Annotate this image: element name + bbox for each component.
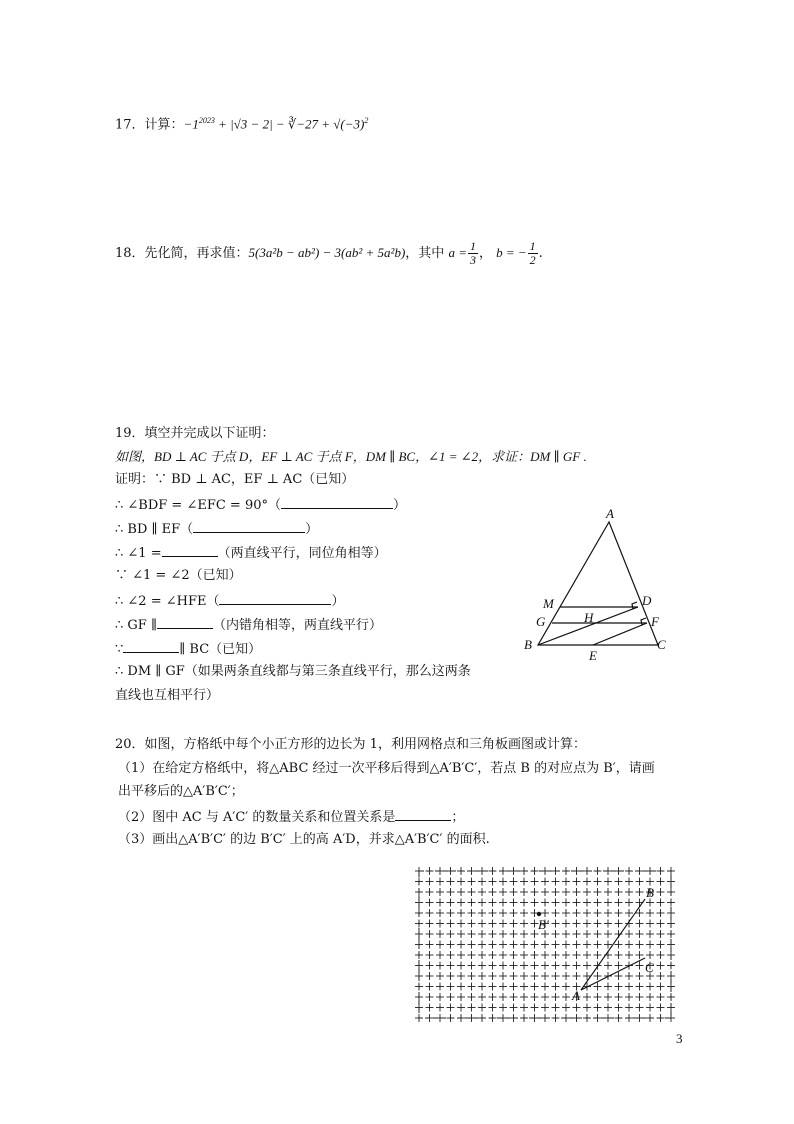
grid-label-c: C xyxy=(645,960,654,975)
q18-a-num: 1 xyxy=(469,239,476,253)
q19-line6 xyxy=(115,615,382,635)
label-b: B xyxy=(524,637,532,652)
q20-grid-figure xyxy=(410,866,678,1024)
q19-line5-pre: ∴ ∠2 = ∠HFE（ xyxy=(115,594,220,609)
q19-line1-post: ） xyxy=(393,498,407,513)
label-a: A xyxy=(606,508,614,521)
label-h: H xyxy=(584,610,594,625)
label-e: E xyxy=(589,648,597,663)
q19-line4: ∵ ∠1 = ∠2（已知） xyxy=(115,568,242,583)
grid-label-a: A xyxy=(572,988,580,1003)
q18-b-den: 2 xyxy=(529,253,536,267)
q19-line5-post: ） xyxy=(331,594,345,609)
segment-ac xyxy=(581,958,645,990)
q19-line2-pre: ∴ BD ∥ EF（ xyxy=(115,522,194,537)
q17-expr-part1: −1 xyxy=(183,116,199,132)
q20-part2-pre: （2）图中 AC 与 A′C′ 的数量关系和位置关系是 xyxy=(118,810,396,825)
q20-part1-a: （1）在给定方格纸中，将△ABC 经过一次平移后得到△A′B′C′，若点 B 的对应点为 B′，请画 xyxy=(118,761,655,776)
q18-end: . xyxy=(538,246,543,261)
q19-line1 xyxy=(115,495,406,515)
q19-blank-3[interactable] xyxy=(162,543,218,557)
label-f: F xyxy=(651,614,659,629)
q18-expr: 5(3a²b − ab²) − 3(ab² + 5a²b) xyxy=(248,245,406,260)
q19-blank-1[interactable] xyxy=(281,495,393,509)
label-c: C xyxy=(657,637,666,652)
q18-a-lhs: a = xyxy=(448,245,467,260)
q17-exp2: 2 xyxy=(364,116,369,125)
q18-a-den: 3 xyxy=(469,253,476,267)
q20-title: 20．如图，方格纸中每个小正方形的边长为 1，利用网格点和三角板画图或计算： xyxy=(115,737,586,752)
q18-b-lhs: b = − xyxy=(496,245,527,260)
label-g: G xyxy=(536,614,546,629)
q19-line3-post: （两直线平行，同位角相等） xyxy=(217,546,387,561)
q19-line1-pre: ∴ ∠BDF = ∠EFC = 90°（ xyxy=(115,498,281,513)
q19-line3-pre: ∴ ∠1 = xyxy=(115,546,162,561)
q17-label: 17．计算： xyxy=(115,117,184,133)
q19-blank-6[interactable] xyxy=(123,639,179,653)
q18 xyxy=(115,240,543,267)
label-d: D xyxy=(642,593,652,608)
q17-expr-part2: + |√3 − 2| − ∛−27 + √(−3) xyxy=(214,116,365,132)
q19-line8: ∴ DM ∥ GF（如果两条直线都与第三条直线平行，那么这两条 xyxy=(115,664,471,679)
q19-proof-start: 证明：∵ BD ⊥ AC，EF ⊥ AC（已知） xyxy=(115,472,355,487)
grid-label-b-prime: B′ xyxy=(538,917,549,932)
q17-exp1: 2023 xyxy=(198,116,215,125)
q18-b-fraction xyxy=(528,240,538,267)
q19-triangle-figure xyxy=(520,508,680,666)
label-m: M xyxy=(543,596,554,611)
grid-label-b: B xyxy=(646,885,654,900)
q19-line6-pre: ∴ GF ∥ xyxy=(115,618,157,633)
q20-blank[interactable] xyxy=(395,807,451,821)
q18-a-fraction xyxy=(468,240,478,267)
q19-line2 xyxy=(115,519,318,539)
q19-line2-post: ） xyxy=(305,522,319,537)
q19-line7 xyxy=(115,639,261,659)
q19-line6-post: （内错角相等，两直线平行） xyxy=(212,618,382,633)
q19-line9: 直线也互相平行） xyxy=(115,688,220,703)
q19-line7-post: ∥ BC（已知） xyxy=(179,642,262,657)
point-b-prime xyxy=(537,912,541,916)
q19-blank-5[interactable] xyxy=(157,615,213,629)
q19-line3 xyxy=(115,543,387,563)
page-number: 3 xyxy=(676,1031,683,1046)
q17 xyxy=(115,112,368,134)
q19-given: 如图，BD ⊥ AC 于点 D，EF ⊥ AC 于点 F，DM ∥ BC，∠1 = ∠2，求证：DM ∥ GF . xyxy=(115,449,587,464)
q19-blank-2[interactable] xyxy=(193,519,305,533)
q18-b-num: 1 xyxy=(529,239,536,253)
q19-blank-4[interactable] xyxy=(219,591,331,605)
q19-line7-pre: ∵ xyxy=(115,642,124,657)
q20-part2 xyxy=(118,807,464,827)
q18-label: 18．先化简，再求值： xyxy=(115,246,249,261)
q18-sep: ， xyxy=(478,246,492,261)
triangle-abc xyxy=(538,522,658,645)
q20-part1-b: 出平移后的△A′B′C′； xyxy=(118,784,244,799)
q20-part2-post: ； xyxy=(451,810,465,825)
q20-part3: （3）画出△A′B′C′ 的边 B′C′ 上的高 A′D，并求△A′B′C′ 的面积. xyxy=(118,832,490,847)
q19-title: 19．填空并完成以下证明： xyxy=(115,426,275,441)
q19-line5 xyxy=(115,591,344,611)
q18-where: ，其中 xyxy=(405,246,445,261)
segment-ef xyxy=(593,623,647,645)
